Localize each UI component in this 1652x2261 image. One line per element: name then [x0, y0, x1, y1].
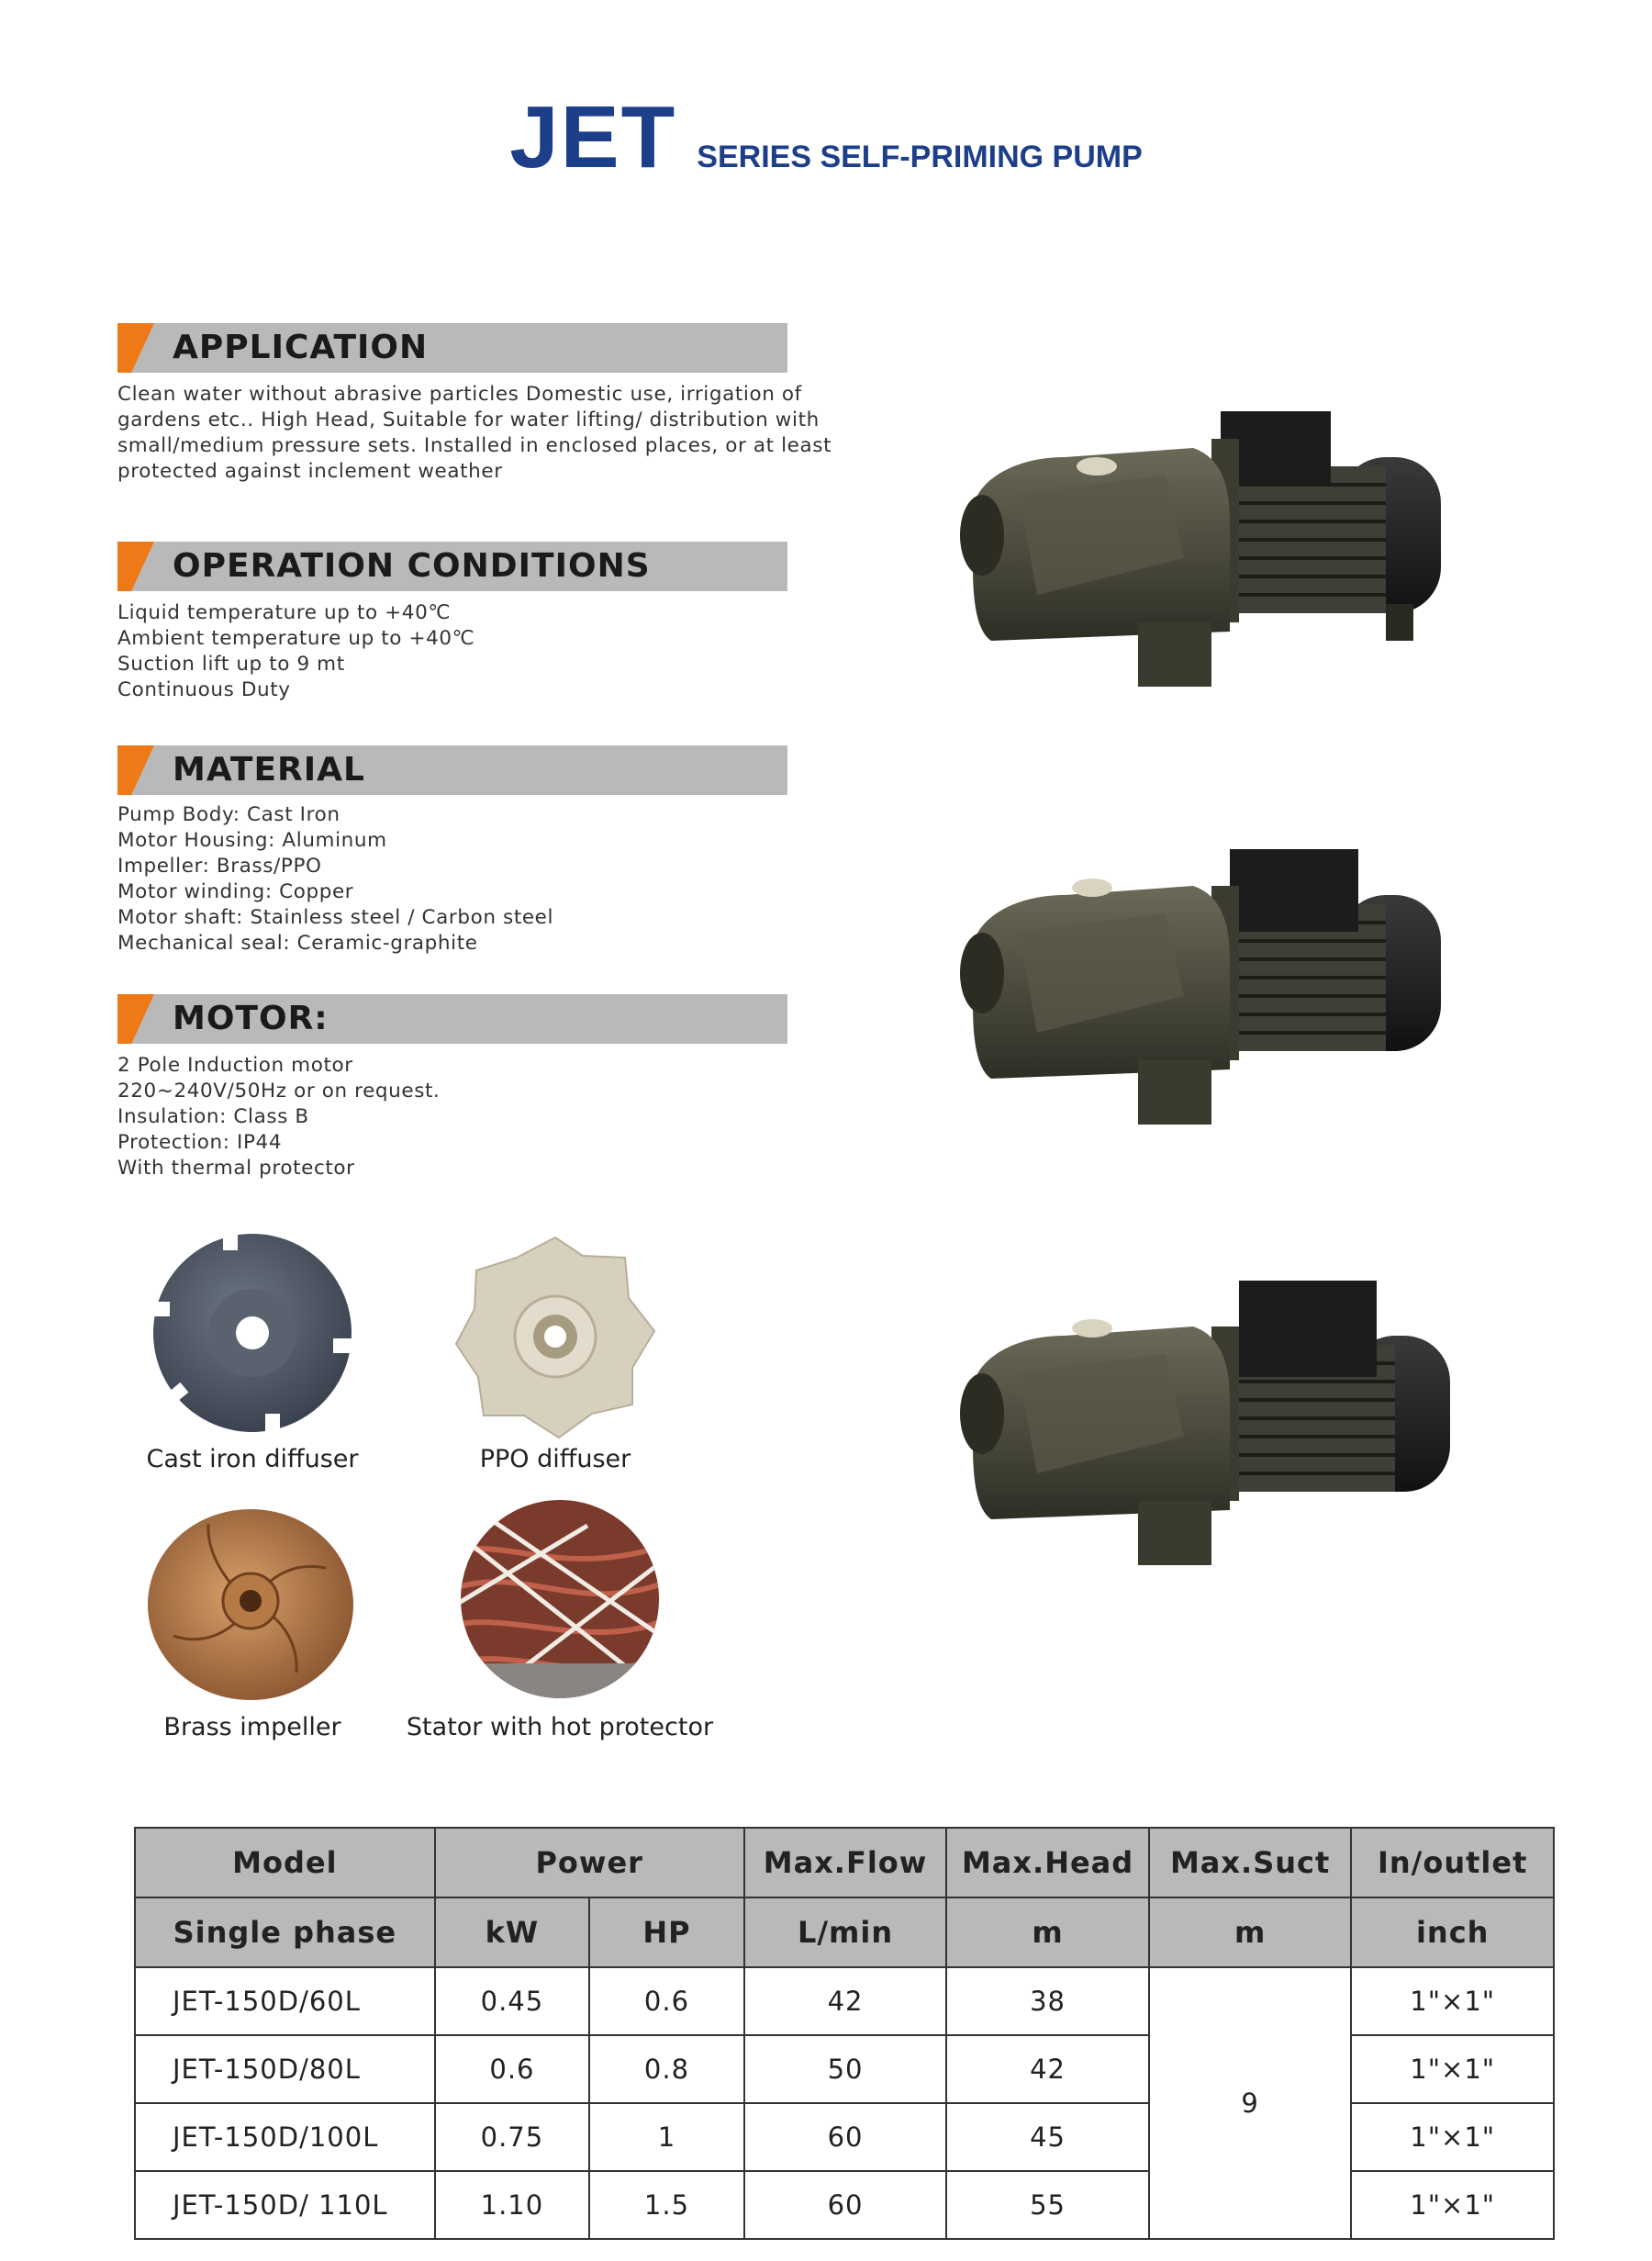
col-header-inout: In/outlet — [1351, 1828, 1554, 1897]
part-caption: Cast iron diffuser — [146, 1445, 359, 1473]
body-line: gardens etc.. High Head, Suitable for water lifting/ distribution with — [117, 409, 820, 431]
cell-hp: 0.8 — [589, 2035, 744, 2103]
col-header-flow: Max.Flow — [744, 1828, 947, 1897]
orange-accent — [117, 323, 154, 373]
table-subheader-row — [135, 1897, 1554, 1967]
sub-header-model: Single phase — [135, 1897, 435, 1967]
cell-inout: 1"×1" — [1351, 2035, 1554, 2103]
body-line: Clean water without abrasive particles Domestic use, irrigation of — [117, 383, 802, 406]
body-line: Pump Body: Cast Iron — [117, 803, 340, 826]
section-operation — [117, 542, 787, 703]
sub-header-flow: L/min — [744, 1897, 947, 1967]
table-row — [135, 1967, 1554, 2035]
cell-model: JET-150D/60L — [135, 1967, 435, 2035]
cell-flow: 50 — [744, 2035, 947, 2103]
body-line: small/medium pressure sets. Installed in enclosed places, or at least — [117, 434, 832, 457]
section-application — [117, 323, 832, 485]
body-line: 220~240V/50Hz or on request. — [117, 1080, 441, 1103]
cell-kw: 1.10 — [435, 2171, 590, 2239]
cell-kw: 0.75 — [435, 2103, 590, 2171]
title-main: JET — [509, 88, 677, 186]
body-line: Ambient temperature up to +40℃ — [117, 627, 475, 650]
cell-suct: 9 — [1149, 1967, 1352, 2239]
body-line: 2 Pole Induction motor — [117, 1054, 353, 1077]
part-caption: PPO diffuser — [479, 1445, 631, 1473]
cell-hp: 0.6 — [589, 1967, 744, 2035]
brass-impeller-image — [142, 1498, 363, 1709]
body-line: Protection: IP44 — [117, 1131, 283, 1154]
sub-header-suct: m — [1149, 1897, 1352, 1967]
section-heading: APPLICATION — [173, 329, 429, 366]
cell-inout: 1"×1" — [1351, 1967, 1554, 2035]
col-header-model: Model — [135, 1828, 435, 1897]
cell-inout: 1"×1" — [1351, 2171, 1554, 2239]
cell-head: 55 — [946, 2171, 1149, 2239]
cell-inout: 1"×1" — [1351, 2103, 1554, 2171]
ppo-diffuser-image — [445, 1230, 665, 1441]
sub-header-kw: kW — [435, 1897, 590, 1967]
cell-head: 42 — [946, 2035, 1149, 2103]
sub-header-head: m — [946, 1897, 1149, 1967]
cell-flow: 42 — [744, 1967, 947, 2035]
part-ppo-diffuser — [431, 1230, 679, 1473]
cell-model: JET-150D/ 110L — [135, 2171, 435, 2239]
orange-accent — [117, 994, 154, 1044]
body-line: Motor shaft: Stainless steel / Carbon steel — [117, 906, 554, 929]
section-material — [117, 745, 787, 957]
body-line: protected against inclement weather — [117, 460, 503, 483]
sub-header-hp: HP — [589, 1897, 744, 1967]
title-sub: SERIES SELF-PRIMING PUMP — [697, 140, 1143, 174]
pump-image-1 — [954, 384, 1505, 723]
stator-image — [450, 1498, 670, 1709]
table-header-row — [135, 1828, 1554, 1897]
orange-accent — [117, 542, 154, 591]
part-cast-iron-diffuser — [119, 1230, 385, 1473]
section-header — [117, 542, 787, 591]
cell-hp: 1 — [589, 2103, 744, 2171]
pump-image-2 — [954, 831, 1505, 1152]
section-motor — [117, 994, 787, 1181]
body-line: Impeller: Brass/PPO — [117, 855, 322, 878]
body-line: Motor winding: Copper — [117, 880, 354, 903]
cast-iron-diffuser-image — [142, 1230, 363, 1441]
col-header-power: Power — [435, 1828, 744, 1897]
col-header-suct: Max.Suct — [1149, 1828, 1352, 1897]
cell-flow: 60 — [744, 2171, 947, 2239]
page-title — [0, 87, 1652, 188]
cell-head: 38 — [946, 1967, 1149, 2035]
section-header — [117, 323, 787, 373]
part-brass-impeller — [119, 1498, 385, 1741]
cell-head: 45 — [946, 2103, 1149, 2171]
spec-table — [134, 1827, 1555, 2240]
body-line: Insulation: Class B — [117, 1105, 309, 1128]
section-heading: MOTOR: — [173, 1000, 329, 1037]
part-caption: Stator with hot protector — [406, 1713, 714, 1741]
body-line: Liquid temperature up to +40℃ — [117, 601, 452, 624]
section-heading: OPERATION CONDITIONS — [173, 547, 651, 585]
cell-hp: 1.5 — [589, 2171, 744, 2239]
body-line: Mechanical seal: Ceramic-graphite — [117, 932, 478, 955]
pump-image-3 — [954, 1271, 1505, 1593]
body-line: Motor Housing: Aluminum — [117, 829, 387, 852]
cell-model: JET-150D/100L — [135, 2103, 435, 2171]
cell-flow: 60 — [744, 2103, 947, 2171]
section-header — [117, 745, 787, 795]
body-line: Suction lift up to 9 mt — [117, 653, 345, 676]
part-stator — [404, 1498, 716, 1741]
cell-model: JET-150D/80L — [135, 2035, 435, 2103]
part-caption: Brass impeller — [163, 1713, 341, 1741]
cell-kw: 0.45 — [435, 1967, 590, 2035]
body-line: Continuous Duty — [117, 678, 291, 701]
orange-accent — [117, 745, 154, 795]
col-header-head: Max.Head — [946, 1828, 1149, 1897]
body-line: With thermal protector — [117, 1157, 355, 1180]
section-header — [117, 994, 787, 1044]
cell-kw: 0.6 — [435, 2035, 590, 2103]
section-heading: MATERIAL — [173, 751, 365, 789]
sub-header-inout: inch — [1351, 1897, 1554, 1967]
